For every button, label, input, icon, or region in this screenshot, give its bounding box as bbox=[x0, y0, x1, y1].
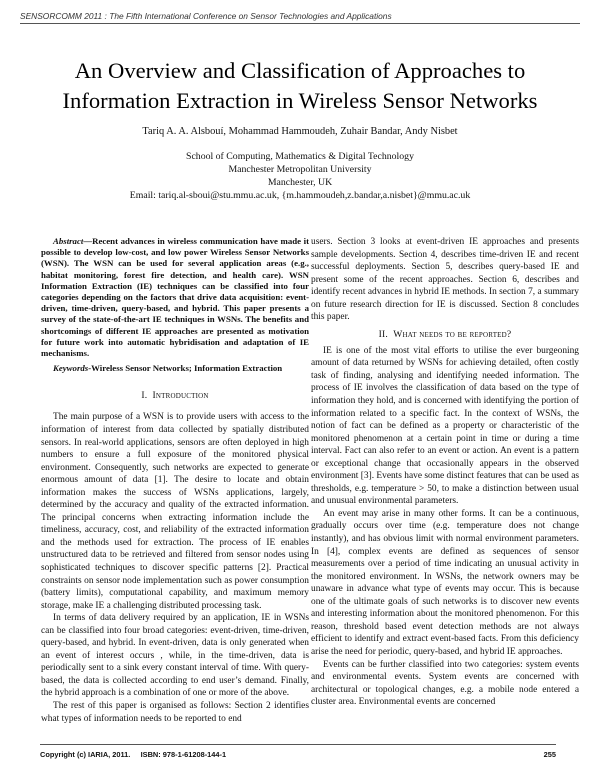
title-line-1: An Overview and Classification of Approaches to bbox=[74, 58, 526, 83]
affiliation-school: School of Computing, Mathematics & Digital Technology bbox=[186, 151, 414, 162]
abstract-label: Abstract bbox=[53, 236, 84, 246]
footer-rule bbox=[40, 744, 556, 745]
abstract-text: —Recent advances in wireless communication have made it possible to develop low-cost, and low power Wireless Sensor Networks (WSN). The WSN can be used for several application areas (e.g., habitat monitoring, forest fire detection, and health care). WSN Information Extraction (IE) techniques can be classified into four categories depending on the factors that drive data acquisition: event-driven, time-driven, query-based, and hybrid. This paper presents a survey of the state-of-the-art IE techniques in WSNs. The benefits and shortcomings of different IE approaches are presented as motivation for future work into automatic hybridisation and adaptation of IE mechanisms. bbox=[41, 236, 309, 359]
right-column bbox=[311, 236, 579, 709]
footer-copyright: Copyright (c) IARIA, 2011. ISBN: 978-1-61208-144-1 bbox=[40, 750, 227, 759]
author-list: Tariq A. A. Alsbouí, Mohammad Hammoudeh, Zuhair Bandar, Andy Nisbet bbox=[142, 126, 458, 137]
keywords bbox=[41, 363, 309, 374]
header-rule bbox=[20, 23, 580, 24]
affiliation-email: Email: tariq.al-sboui@stu.mmu.ac.uk, {m.hammoudeh,z.bandar,a.nisbet}@mmu.ac.uk bbox=[129, 190, 471, 201]
abstract bbox=[41, 236, 309, 359]
keywords-text: Wireless Sensor Networks; Information Extraction bbox=[91, 363, 283, 374]
section2-paragraph-1: IE is one of the most vital efforts to utilise the ever burgeoning amount of data returned by WSNs for achieving detailed, often costly task of finding, analysing and identifying needed information. The process of IE involves the classification of data based on the type of information they hold, and is concerned with identifying the portion of information related to a specific fact. In the context of WSNs, the notion of fact can be defined as a property or characteristic of the monitored phenomenon at a certain point in time or during a time interval. Fact can also refer to an event or action. An event is a pattern or exceptional change that occasionally appears in the observed environment [3]. Events have some distinct features that can be used as thresholds, e.g. temperature > 50, to make a distinction between usual and unusual environmental parameters. bbox=[311, 345, 579, 507]
title-line-2: Information Extraction in Wireless Sensor Networks bbox=[62, 88, 538, 113]
affiliation-university: Manchester Metropolitan University bbox=[228, 164, 372, 175]
section2-paragraph-3: Events can be further classified into two categories: system events and environmental events. System events are concerned with architectural or topological changes, e.g. a mobile node entered a cluster area. Environmental events are concerned bbox=[311, 659, 579, 708]
section-heading-what-to-report bbox=[311, 329, 579, 340]
intro-paragraph-2: In terms of data delivery required by an application, IE in WSNs can be classified into four broad categories: event-driven, time-driven, query-based, and hybrid. In event-driven, data is only generated when an event of interest occurs , while, in the time-driven, data is periodically sent to a sink every constant interval of time. With query-based, the data is collected according to end user’s demand. Finally, the hybrid approach is a combination of one or more of the above. bbox=[41, 613, 309, 699]
intro-paragraph-3: The rest of this paper is organised as follows: Section 2 identifies what types of information needs to be reported to end bbox=[41, 701, 309, 724]
intro-continuation: users. Section 3 looks at event-driven IE approaches and presents sample developments. Section 4, describes time-driven IE and recent successful deployments. Section 5, describes query-based IE and present some of the recent approaches. Section 6, describes and identify recent advances in hybrid IE methods. In section 7, a summary on future research direction for IE is discussed. Section 8 concludes this paper. bbox=[311, 237, 579, 323]
section-title: What needs to be reported? bbox=[393, 328, 512, 340]
intro-paragraph-1: The main purpose of a WSN is to provide users with access to the information of interest from data collected by spatially distributed sensors. In real-world applications, sensors are often deployed in high numbers to ensure a full exposure of the monitored physical environment. Consequently, such networks are expected to generate enormous amount of data [1]. The desire to locate and obtain information makes the success of WSNs applications, largely, determined by the accuracy and quality of the extracted information. The principal concerns when extracting information include the timeliness, accuracy, cost, and reliability of the extracted information and the methods used for extraction. The process of IE enables unstructured data to be retrieved and filtered from sensor nodes using sophisticated techniques to discover specific patterns [2]. Practical constraints on sensor node implementation such as power consumption (battery limits), computational capability, and maximum memory storage, make IE a challenging distributed processing task. bbox=[41, 412, 309, 611]
paper-title bbox=[30, 56, 570, 116]
affiliation-city: Manchester, UK bbox=[267, 177, 333, 188]
affiliation-block bbox=[30, 150, 570, 202]
page-number: 255 bbox=[543, 750, 556, 759]
running-head: SENSORCOMM 2011 : The Fifth International Conference on Sensor Technologies and Applications bbox=[20, 11, 392, 21]
left-column bbox=[41, 236, 309, 725]
keywords-label: Keywords- bbox=[53, 363, 92, 374]
section-heading-introduction bbox=[41, 390, 309, 401]
section-number: II. bbox=[378, 328, 388, 340]
section-number: I. bbox=[141, 390, 148, 402]
section2-paragraph-2: An event may arise in many other forms. It can be a continuous, gradually occurs over time (e.g. temperature does not change instantly), and has obvious limit with normal environment parameters. In [4], complex events are defined as sequences of sensor measurements over a period of time indicating an unusual activity in the monitored environment. In WSNs, the network owners may be unaware in advance what type of events may occur. This is because one of the ultimate goals of such networks is to discover new events and interesting information about the monitored phenomenon. For this reason, threshold based event detection methods are not always efficient to identify and extract event-based facts. From this deficiency arise the need for periodic, query-based, and hybrid IE approaches. bbox=[311, 508, 579, 657]
section-title: Introduction bbox=[152, 390, 209, 402]
